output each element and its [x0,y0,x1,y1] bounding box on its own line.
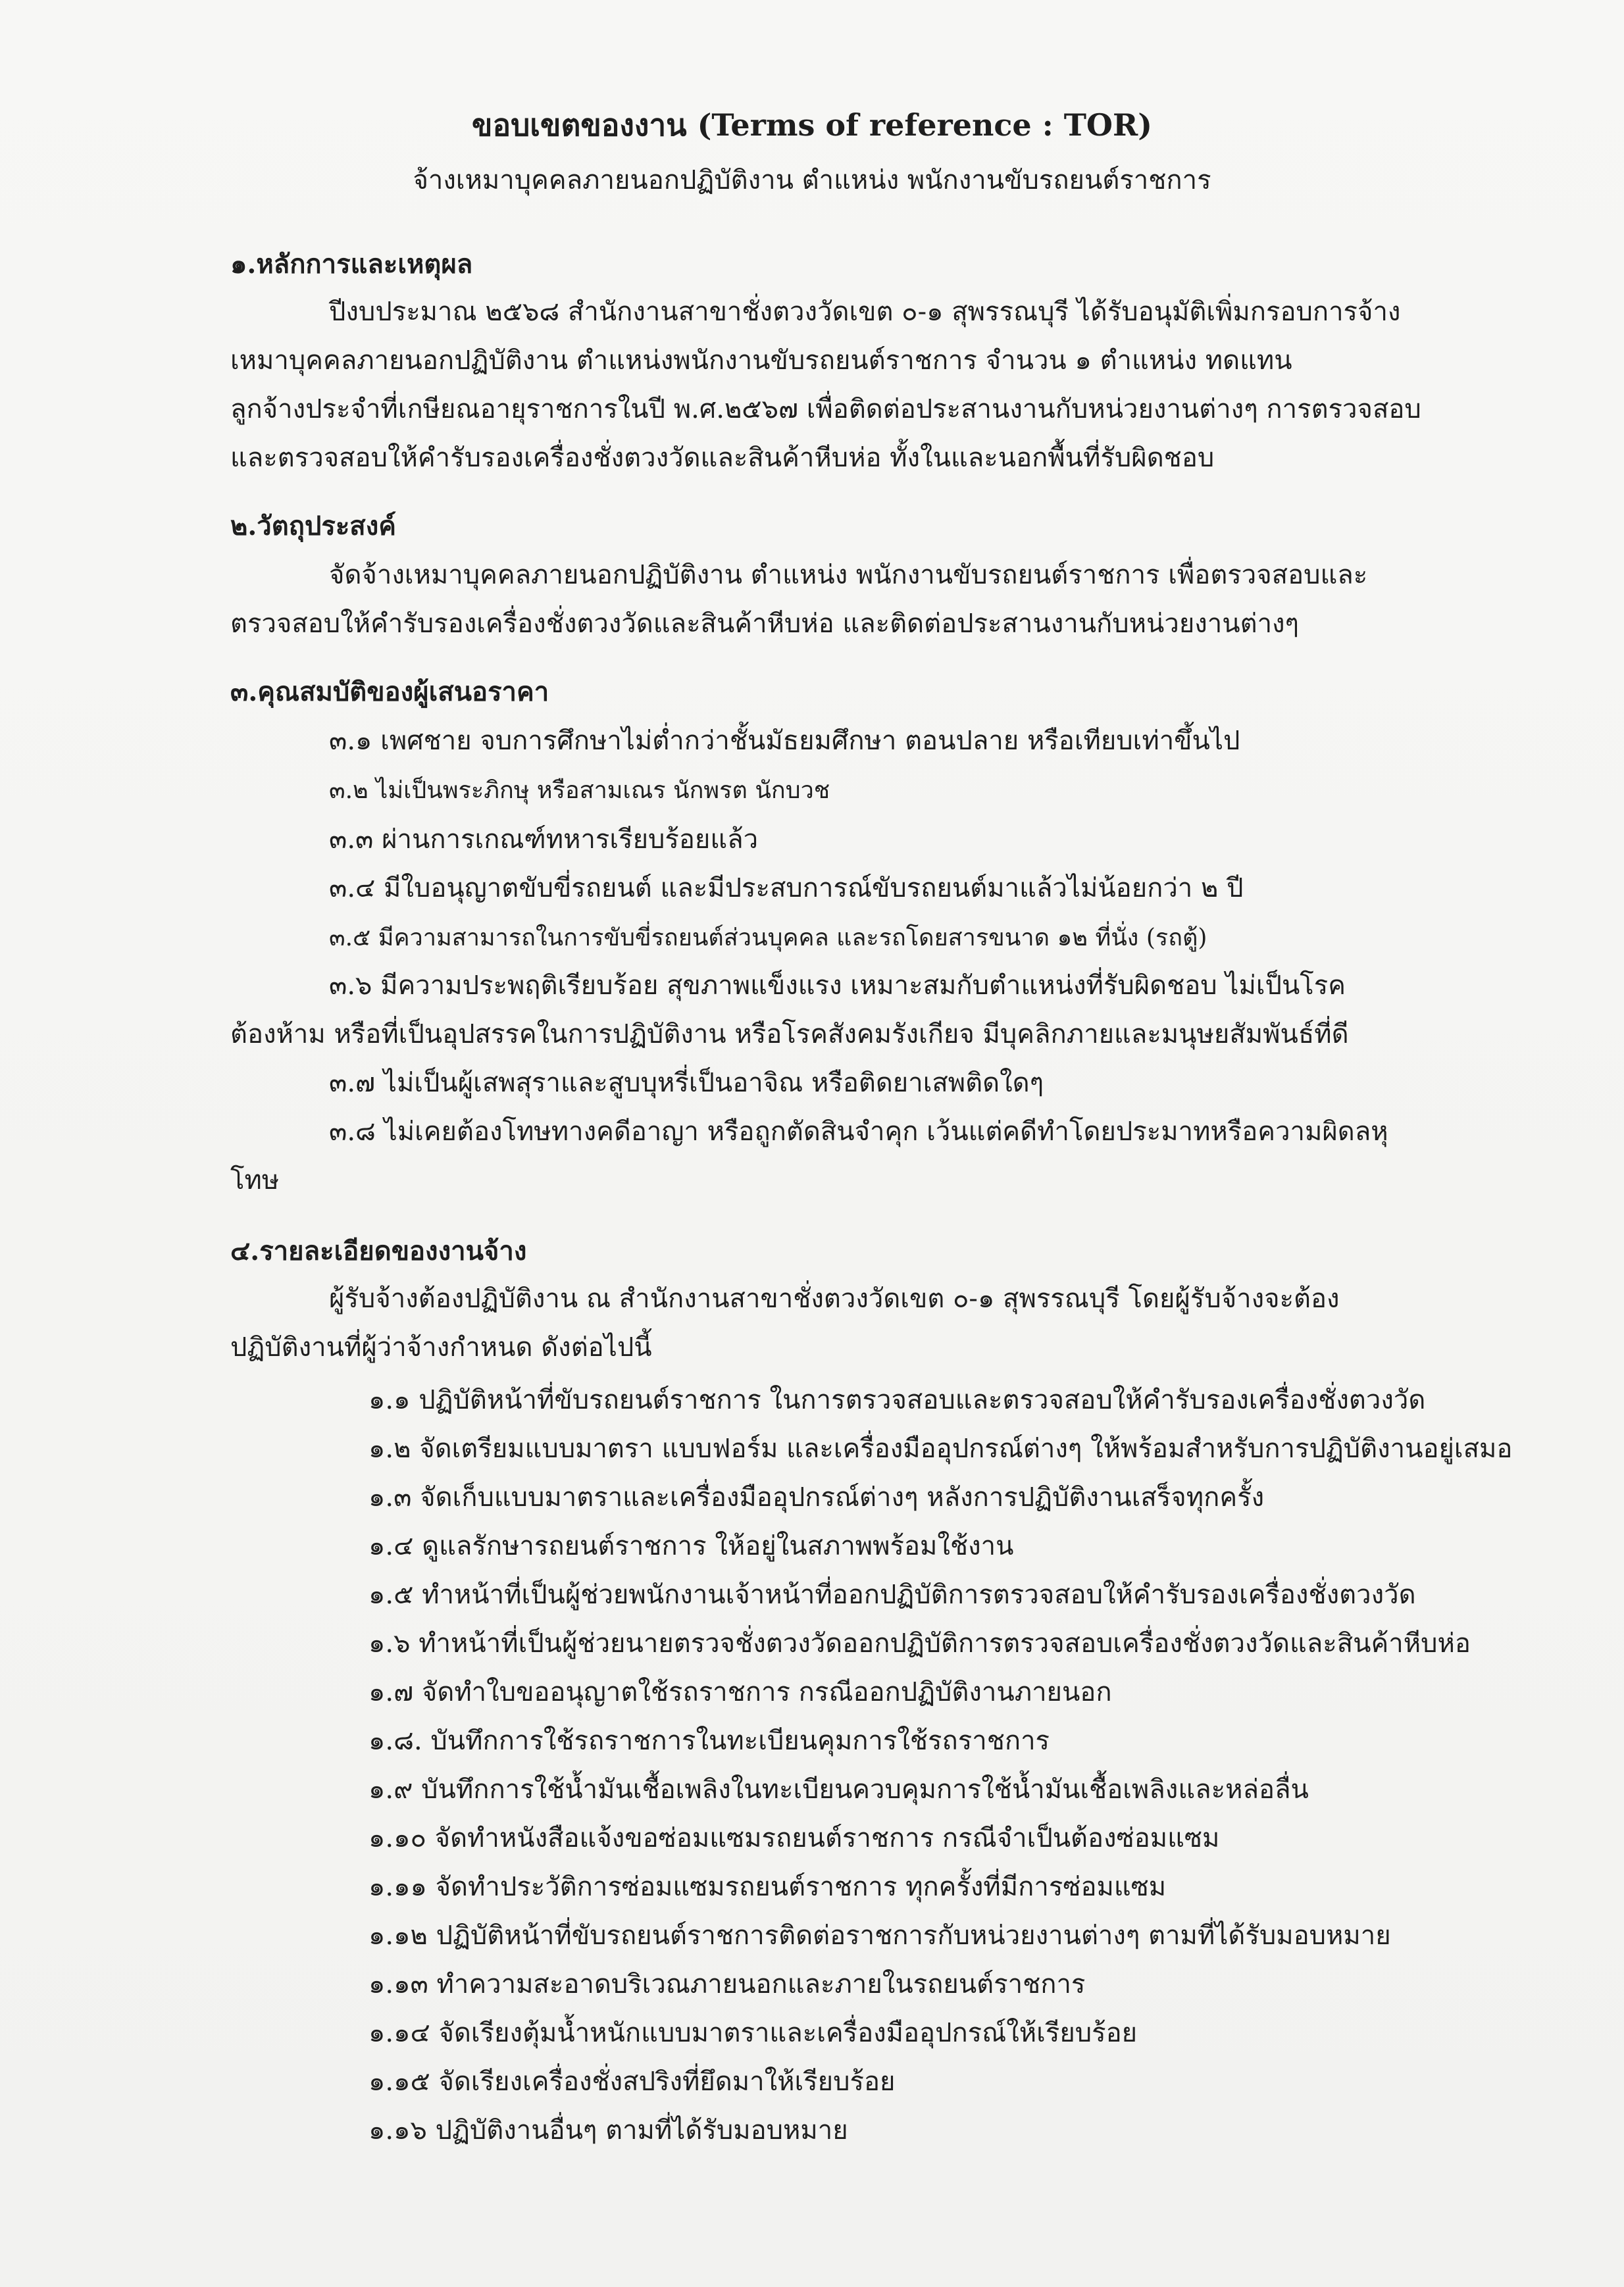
duty-item: ๑.๖ ทำหน้าที่เป็นผู้ช่วยนายตรวจชั่งตวงวัดออกปฏิบัติการตรวจสอบเครื่องชั่งตวงวัดและสินค้าหีบห่อ [368,1628,1471,1659]
duty-item: ๑.๒ จัดเตรียมแบบมาตรา แบบฟอร์ม และเครื่องมืออุปกรณ์ต่างๆ ให้พร้อมสำหรับการปฏิบัติงานอยู่เสมอ [368,1434,1513,1464]
duty-item: ๑.๔ ดูแลรักษารถยนต์ราชการ ให้อยู่ในสภาพพร้อมใช้งาน [368,1531,1014,1561]
duty-item: ๑.๑๐ จัดทำหนังสือแจ้งขอซ่อมแซมรถยนต์ราชการ กรณีจำเป็นต้องซ่อมแซม [368,1823,1220,1853]
duty-item: ๑.๑ ปฏิบัติหน้าที่ขับรถยนต์ราชการ ในการตรวจสอบและตรวจสอบให้คำรับรองเครื่องชั่งตวงวัด [368,1385,1426,1415]
section-heading-rationale: ๑.หลักการและเหตุผล [230,249,473,280]
qualification-item: ๓.๘ ไม่เคยต้องโทษทางคดีอาญา หรือถูกตัดสินจำคุก เว้นแต่คดีทำโดยประมาทหรือความผิดลหุ [329,1117,1388,1147]
qualification-item: ๓.๗ ไม่เป็นผู้เสพสุราและสูบบุหรี่เป็นอาจิณ หรือติดยาเสพติดใดๆ [329,1068,1044,1098]
duty-item: ๑.๑๒ ปฏิบัติหน้าที่ขับรถยนต์ราชการติดต่อราชการกับหน่วยงานต่างๆ ตามที่ได้รับมอบหมาย [368,1921,1391,1951]
paragraph-line: ลูกจ้างประจำที่เกษียณอายุราชการในปี พ.ศ.๒๕๖๗ เพื่อติดต่อประสานงานกับหน่วยงานต่างๆ การตรวจสอบ [230,394,1421,424]
paragraph-line: ปีงบประมาณ ๒๕๖๘ สำนักงานสาขาชั่งตวงวัดเขต ๐-๑ สุพรรณบุรี ได้รับอนุมัติเพิ่มกรอบการจ้าง [329,297,1401,327]
duty-item: ๑.๓ จัดเก็บแบบมาตราและเครื่องมืออุปกรณ์ต่างๆ หลังการปฏิบัติงานเสร็จทุกครั้ง [368,1482,1265,1513]
document-title: ขอบเขตของงาน (Terms of reference : TOR) [472,107,1152,143]
duty-item: ๑.๑๖ ปฏิบัติงานอื่นๆ ตามที่ได้รับมอบหมาย [368,2115,848,2146]
duty-item: ๑.๑๓ ทำความสะอาดบริเวณภายนอกและภายในรถยนต์ราชการ [368,1969,1086,1999]
duty-item: ๑.๑๑ จัดทำประวัติการซ่อมแซมรถยนต์ราชการ ทุกครั้งที่มีการซ่อมแซม [368,1872,1167,1902]
document-subtitle: จ้างเหมาบุคคลภายนอกปฏิบัติงาน ตำแหน่ง พนักงานขับรถยนต์ราชการ [413,165,1211,195]
qualification-item: ๓.๔ มีใบอนุญาตขับขี่รถยนต์ และมีประสบการณ์ขับรถยนต์มาแล้วไม่น้อยกว่า ๒ ปี [329,873,1244,903]
duty-item: ๑.๘. บันทึกการใช้รถราชการในทะเบียนคุมการใช้รถราชการ [368,1726,1050,1756]
qualification-item: ๓.๒ ไม่เป็นพระภิกษุ หรือสามเณร นักพรต นักบวช [329,777,830,804]
duty-item: ๑.๗ จัดทำใบขออนุญาตใช้รถราชการ กรณีออกปฏิบัติงานภายนอก [368,1677,1112,1707]
qualification-item: ๓.๖ มีความประพฤติเรียบร้อย สุขภาพแข็งแรง เหมาะสมกับตำแหน่งที่รับผิดชอบ ไม่เป็นโรค [329,970,1346,1001]
duty-item: ๑.๑๕ จัดเรียงเครื่องชั่งสปริงที่ยึดมาให้เรียบร้อย [368,2067,896,2097]
paragraph-line: และตรวจสอบให้คำรับรองเครื่องชั่งตวงวัดและสินค้าหีบห่อ ทั้งในและนอกพื้นที่รับผิดชอบ [230,443,1215,473]
paragraph-line: ตรวจสอบให้คำรับรองเครื่องชั่งตวงวัดและสินค้าหีบห่อ และติดต่อประสานงานกับหน่วยงานต่างๆ [230,609,1300,639]
section-heading-objective: ๒.วัตถุประสงค์ [230,511,397,541]
paragraph-line: จัดจ้างเหมาบุคคลภายนอกปฏิบัติงาน ตำแหน่ง พนักงานขับรถยนต์ราชการ เพื่อตรวจสอบและ [329,560,1368,590]
qualification-item: ๓.๕ มีความสามารถในการขับขี่รถยนต์ส่วนบุคคล และรถโดยสารขนาด ๑๒ ที่นั่ง (รถตู้) [329,924,1207,951]
section-heading-job-details: ๔.รายละเอียดของงานจ้าง [230,1236,527,1267]
paragraph-line: เหมาบุคคลภายนอกปฏิบัติงาน ตำแหน่งพนักงานขับรถยนต์ราชการ จำนวน ๑ ตำแหน่ง ทดแทน [230,345,1292,376]
qualification-item-continuation: โทษ [230,1165,280,1195]
paragraph-line: ผู้รับจ้างต้องปฏิบัติงาน ณ สำนักงานสาขาชั่งตวงวัดเขต ๐-๑ สุพรรณบุรี โดยผู้รับจ้างจะต้อง [329,1284,1340,1314]
qualification-item: ๓.๑ เพศชาย จบการศึกษาไม่ต่ำกว่าชั้นมัธยมศึกษา ตอนปลาย หรือเทียบเท่าขึ้นไป [329,726,1240,756]
duty-item: ๑.๑๔ จัดเรียงตุ้มน้ำหนักแบบมาตราและเครื่องมืออุปกรณ์ให้เรียบร้อย [368,2018,1138,2048]
duty-item: ๑.๙ บันทึกการใช้น้ำมันเชื้อเพลิงในทะเบียนควบคุมการใช้น้ำมันเชื้อเพลิงและหล่อลื่น [368,1774,1309,1805]
duty-item: ๑.๕ ทำหน้าที่เป็นผู้ช่วยพนักงานเจ้าหน้าที่ออกปฏิบัติการตรวจสอบให้คำรับรองเครื่องชั่งตวงวัด [368,1580,1416,1610]
qualification-item: ๓.๓ ผ่านการเกณฑ์ทหารเรียบร้อยแล้ว [329,824,759,855]
qualification-item-continuation: ต้องห้าม หรือที่เป็นอุปสรรคในการปฏิบัติงาน หรือโรคสังคมรังเกียจ มีบุคลิกภายและมนุษยสัมพันธ์ที่ดี [230,1019,1349,1049]
section-heading-qualifications: ๓.คุณสมบัติของผู้เสนอราคา [230,676,549,707]
paragraph-line: ปฏิบัติงานที่ผู้ว่าจ้างกำหนด ดังต่อไปนี้ [230,1332,652,1363]
